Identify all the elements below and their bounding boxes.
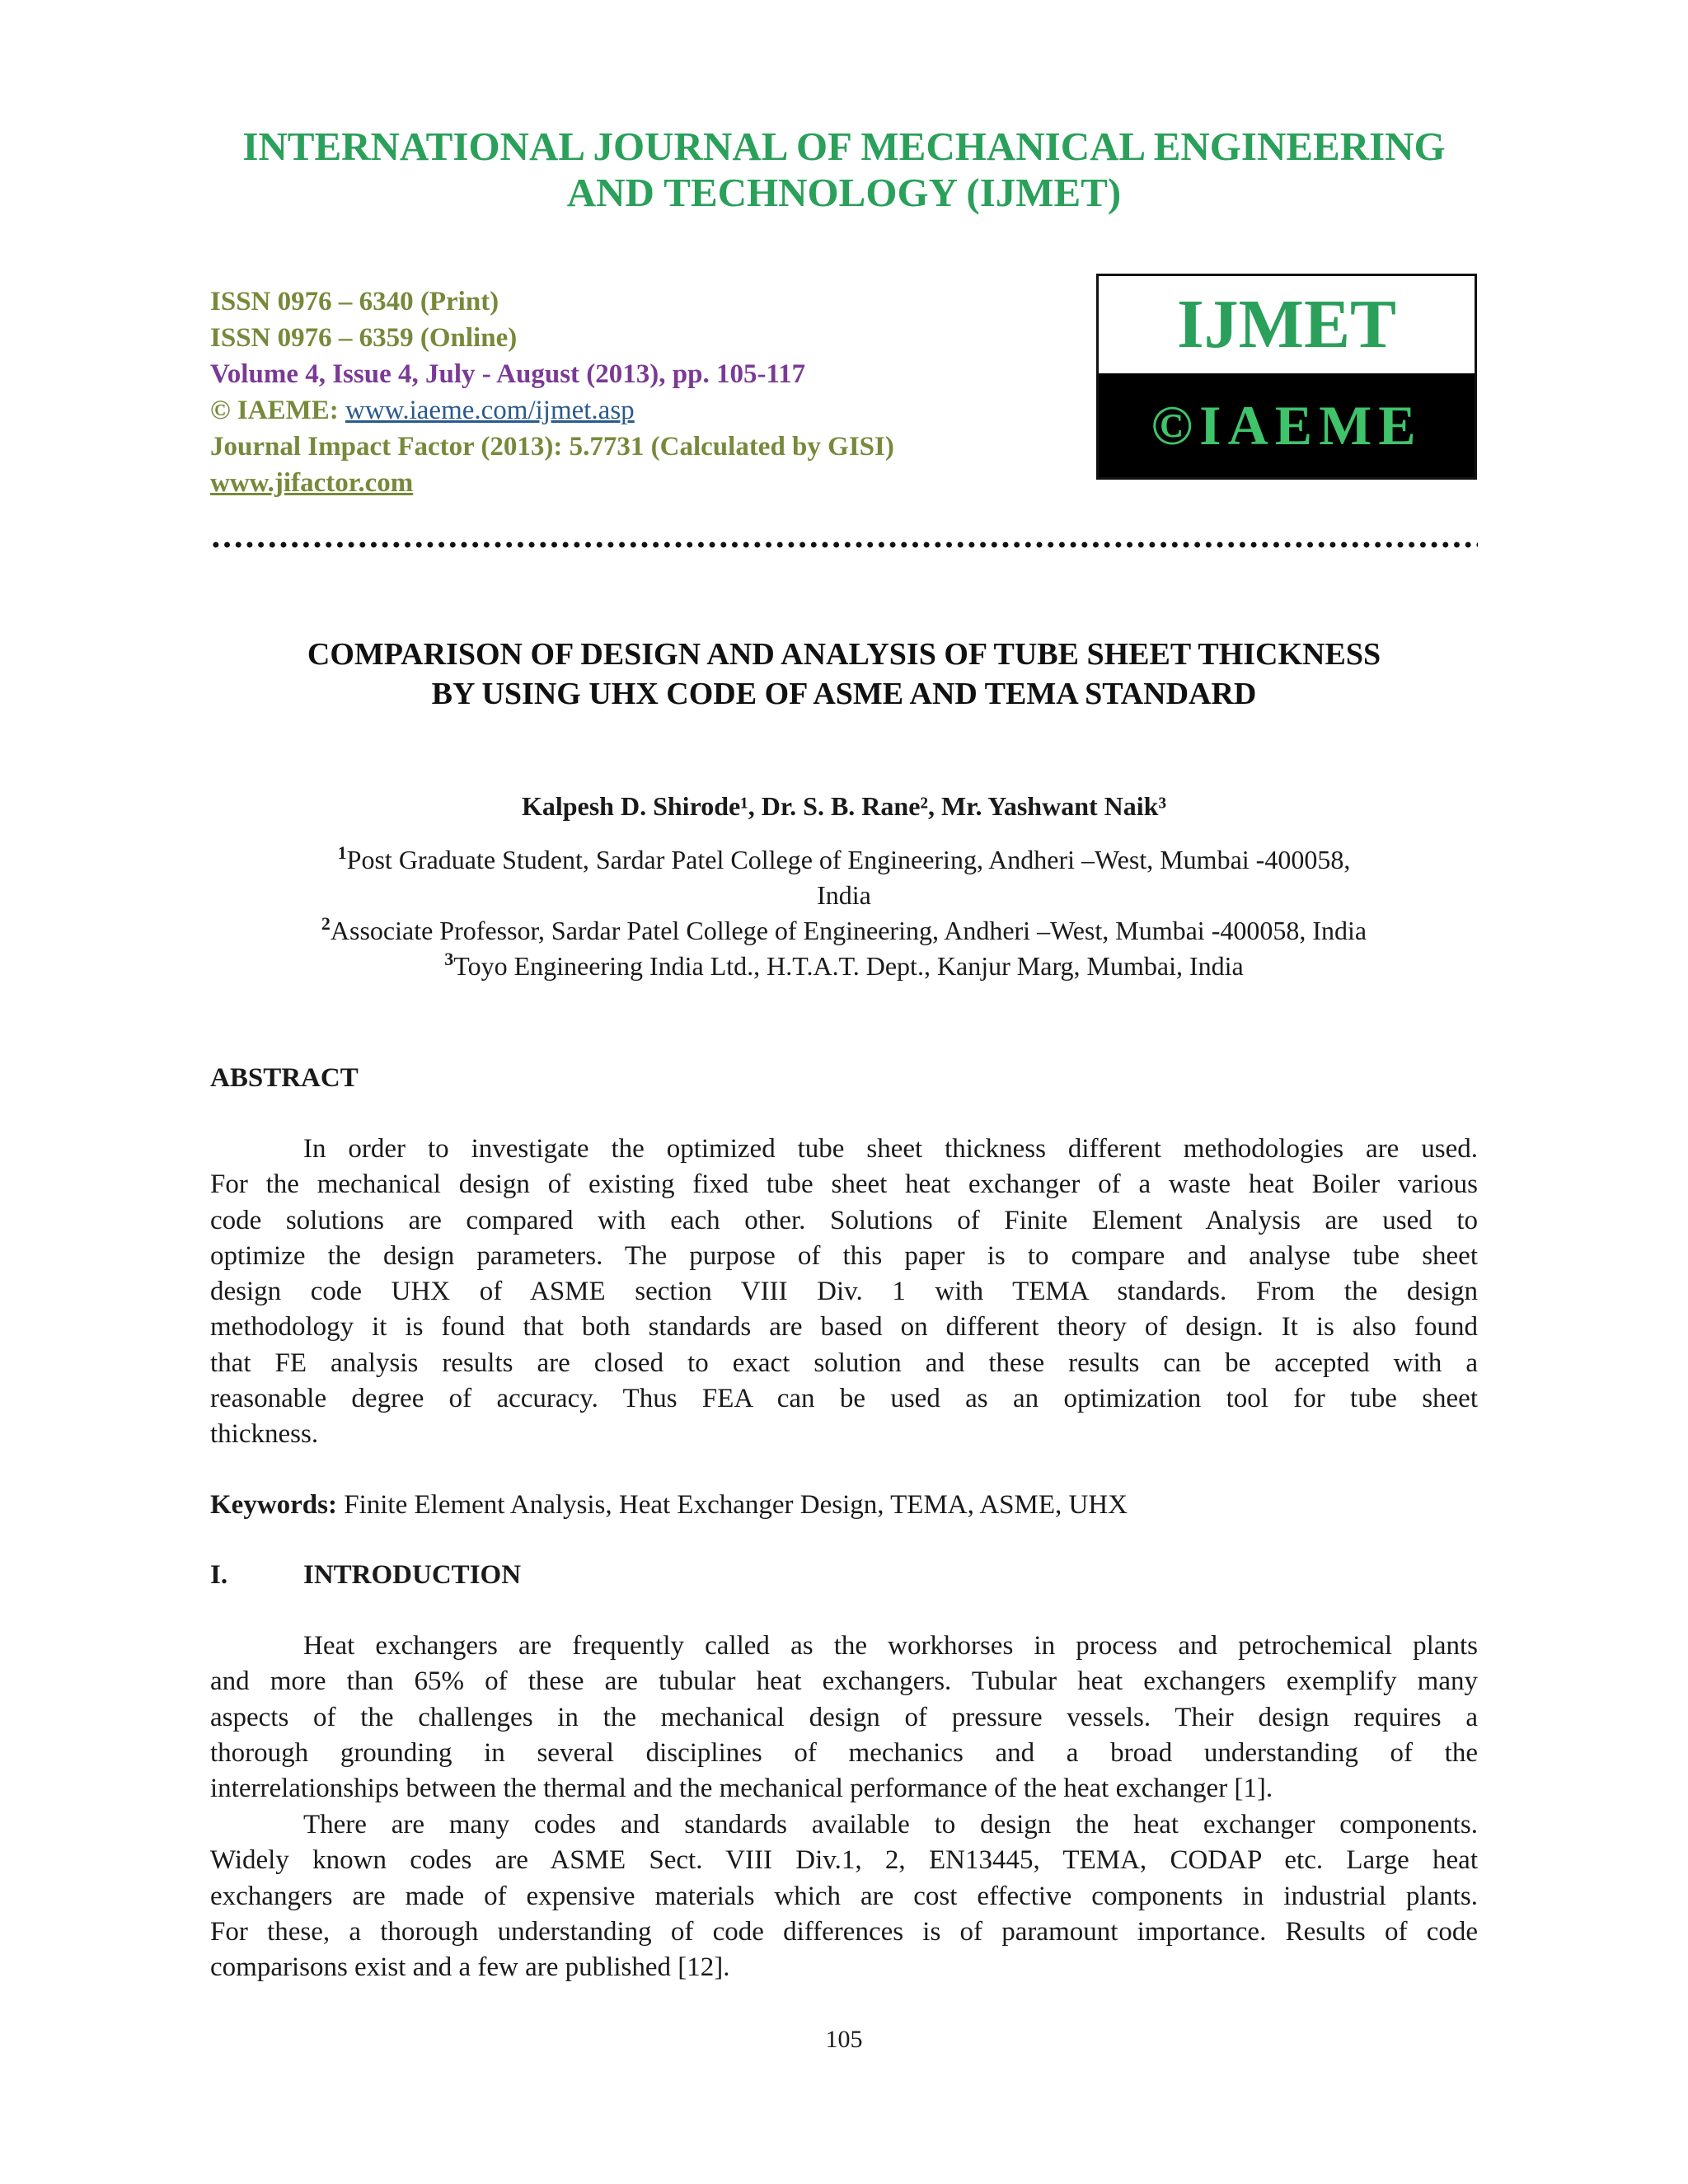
affiliations <box>210 842 1478 984</box>
abstract-body <box>210 1132 1478 1453</box>
paper-title-line2: BY USING UHX CODE OF ASME AND TEMA STANDARD <box>431 677 1257 711</box>
journal-title-line2: AND TECHNOLOGY (IJMET) <box>566 170 1122 215</box>
page-number: 105 <box>825 2026 863 2053</box>
abstract-line: that FE analysis results are closed to exact solution and these results can be accepted with a <box>210 1347 1478 1378</box>
abstract-line: optimize the design parameters. The purpose of this paper is to compare and analyse tube sheet <box>210 1240 1478 1271</box>
keywords-label: Keywords: <box>210 1490 337 1520</box>
intro-line: thorough grounding in several disciplines of mechanics and a broad understanding of the <box>210 1737 1478 1768</box>
publisher-link[interactable]: www.iaeme.com/ijmet.asp <box>345 396 635 425</box>
keywords-text: Finite Element Analysis, Heat Exchanger Design, TEMA, ASME, UHX <box>336 1490 1128 1520</box>
introduction-heading <box>210 1560 521 1591</box>
intro-line: interrelationships between the thermal and the mechanical performance of the heat exchanger [1]. <box>210 1774 1273 1804</box>
section-title: INTRODUCTION <box>303 1560 522 1590</box>
abstract-heading: ABSTRACT <box>210 1063 359 1093</box>
intro-line: Heat exchangers are frequently called as the workhorses in process and petrochemical plants <box>303 1631 1478 1661</box>
intro-line: There are many codes and standards available to design the heat exchanger components. <box>303 1810 1478 1840</box>
abstract-line: methodology it is found that both standards are based on different theory of design. It is also found <box>210 1312 1478 1343</box>
abstract-line: thickness. <box>210 1419 319 1450</box>
logo-iaeme-text: ©IAEME <box>1099 373 1475 477</box>
intro-paragraph-1 <box>210 1629 1478 1807</box>
affiliation-3-text: Toyo Engineering India Ltd., H.T.A.T. Dept., Kanjur Marg, Mumbai, India <box>453 951 1244 981</box>
dotted-divider <box>210 540 1478 550</box>
abstract-line: reasonable degree of accuracy. Thus FEA can be used as an optimization tool for tube sheet <box>210 1384 1478 1414</box>
authors: Kalpesh D. Shirode¹, Dr. S. B. Rane², Mr. Yashwant Naik³ <box>521 791 1167 821</box>
paper-title <box>0 635 1688 714</box>
affiliation-1-sup: 1 <box>337 842 347 863</box>
keywords <box>210 1490 1128 1521</box>
intro-line: comparisons exist and a few are published [12]. <box>210 1952 730 1983</box>
intro-line: For these, a thorough understanding of code differences is of paramount importance. Results of code <box>210 1916 1478 1947</box>
journal-title-line1: INTERNATIONAL JOURNAL OF MECHANICAL ENGINEERING <box>242 124 1446 169</box>
intro-paragraph-2 <box>210 1807 1478 1985</box>
affiliation-3-sup: 3 <box>444 949 454 969</box>
issn-online: ISSN 0976 – 6359 (Online) <box>210 323 518 353</box>
impact-factor: Journal Impact Factor (2013): 5.7731 (Calculated by GISI) <box>210 432 894 462</box>
affiliation-3 <box>210 949 1478 984</box>
affiliation-1-text: Post Graduate Student, Sardar Patel College of Engineering, Andheri –West, Mumbai -400058, <box>346 845 1351 874</box>
abstract-line: design code UHX of ASME section VIII Div. 1 with TEMA standards. From the design <box>210 1277 1478 1307</box>
paper-title-line1: COMPARISON OF DESIGN AND ANALYSIS OF TUBE SHEET THICKNESS <box>307 637 1381 672</box>
ijmet-logo <box>1096 274 1477 480</box>
jif-link[interactable]: www.jifactor.com <box>210 468 414 498</box>
issn-print: ISSN 0976 – 6340 (Print) <box>210 287 499 316</box>
section-number: I. <box>210 1560 228 1590</box>
affiliation-2 <box>210 913 1478 949</box>
affiliation-1-cont: India <box>817 880 871 910</box>
intro-line: aspects of the challenges in the mechanical design of pressure vessels. Their design requires a <box>210 1702 1478 1732</box>
affiliation-2-sup: 2 <box>321 913 331 934</box>
journal-title <box>0 124 1688 216</box>
abstract-line: For the mechanical design of existing fixed tube sheet heat exchanger of a waste heat Boiler various <box>210 1169 1478 1200</box>
abstract-line: code solutions are compared with each other. Solutions of Finite Element Analysis are used to <box>210 1205 1478 1235</box>
intro-line: exchangers are made of expensive materials which are cost effective components in industrial plants. <box>210 1881 1478 1911</box>
publisher-prefix: © IAEME: <box>210 396 345 425</box>
journal-meta <box>210 284 894 501</box>
abstract-line: In order to investigate the optimized tube sheet thickness different methodologies are used. <box>303 1134 1478 1164</box>
intro-line: and more than 65% of these are tubular heat exchangers. Tubular heat exchangers exemplify many <box>210 1666 1478 1697</box>
affiliation-1 <box>210 842 1478 878</box>
intro-line: Widely known codes are ASME Sect. VIII Div.1, 2, EN13445, TEMA, CODAP etc. Large heat <box>210 1845 1478 1876</box>
logo-ijmet-text: IJMET <box>1099 276 1475 376</box>
affiliation-2-text: Associate Professor, Sardar Patel College of Engineering, Andheri –West, Mumbai -400058, India <box>330 916 1367 945</box>
publisher-line <box>210 392 894 429</box>
volume-info: Volume 4, Issue 4, July - August (2013), pp. 105-117 <box>210 359 806 389</box>
